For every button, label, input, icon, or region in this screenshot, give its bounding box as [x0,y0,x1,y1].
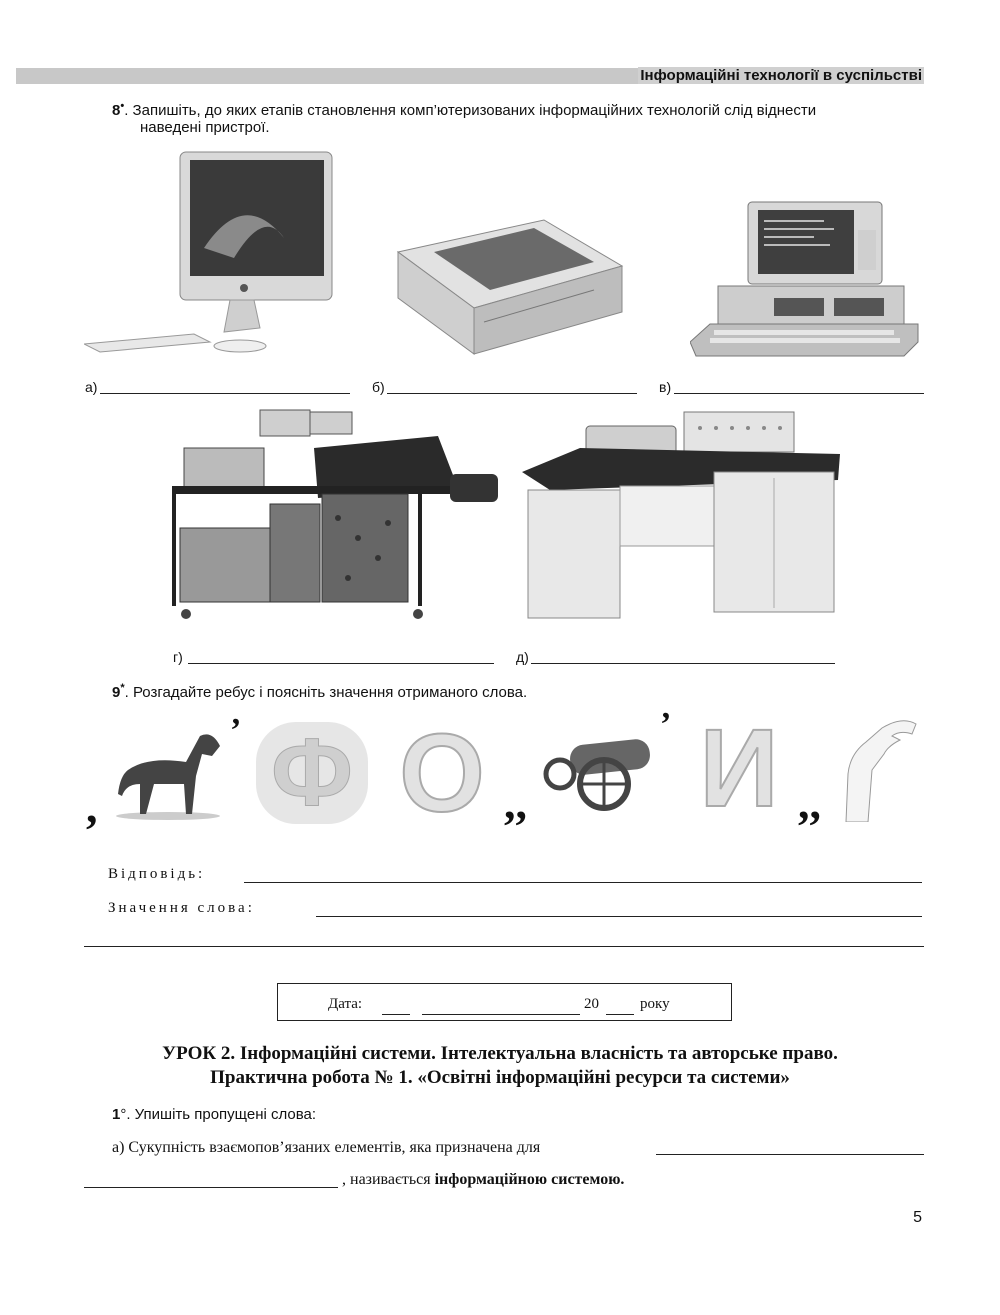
answer-b-line[interactable] [387,393,637,394]
date-year-suffix: року [640,996,670,1012]
date-year-line[interactable] [606,1014,634,1015]
answer-v-label: в) [659,379,672,395]
task-8-marker: • [120,100,125,112]
answer-label: Відповідь: [108,866,206,882]
task-1-number: 1 [112,1106,121,1123]
running-header-title: Інформаційні технології в суспільстві [640,67,922,84]
answer-a-line[interactable] [100,393,350,394]
task-1a-prefix: а) Сукупність взаємопов’язаних елементів, яка призначена для [112,1139,541,1156]
hand-pinch-image [842,714,922,822]
lesson-title-line1: УРОК 2. Інформаційні системи. Інтелектуальна власність та авторське право. [162,1043,838,1064]
rebus-letter-o: О [399,712,485,835]
mainframe-console-image [520,408,842,630]
rebus-comma-1: , [86,781,98,832]
task-1a-suffix-bold: інформаційною системою. [434,1171,625,1188]
meaning-line-1[interactable] [316,916,922,917]
task-1 [112,1104,316,1125]
task-8-text-line1: Запишіть, до яких етапів становлення комп’ютеризованих інформаційних технологій слід віднести [132,102,817,119]
meaning-line-2[interactable] [84,946,924,947]
answer-d-line[interactable] [531,663,835,664]
rebus-comma-3: ,, [798,777,821,828]
task-1-text: . Упишіть пропущені слова: [126,1106,317,1123]
date-label: Дата: [328,996,363,1012]
rebus-letter-f: Ф [256,722,368,824]
rebus-apostrophe-2: ’ [660,706,672,743]
rebus-letter-i: И [699,707,779,830]
answer-g-line[interactable] [188,663,494,664]
task-1a-suffix [342,1171,624,1189]
task-9-text: . Розгадайте ребус і поясніть значення отриманого слова. [124,684,528,701]
rebus-comma-2: ,, [504,777,527,828]
task-9-number: 9 [112,684,121,701]
answer-d-label: д) [516,649,529,665]
page-number: 5 [913,1209,922,1226]
task-1-marker: ° [120,1106,127,1123]
task-1a-suffix-plain: , називається [342,1171,435,1188]
task-8-number: 8 [112,102,121,119]
answer-v-line[interactable] [674,393,924,394]
imac-image [84,148,340,356]
date-month-line[interactable] [422,1014,580,1015]
dot-matrix-printer-image [394,212,626,358]
task-8-text-line2: наведені пристрої. [140,119,270,136]
task-8: 8•. Запишіть, до яких етапів становлення комп’ютеризованих інформаційних технологій слід віднести [112,100,817,119]
date-box [277,983,732,1021]
answer-line[interactable] [244,882,922,883]
answer-g-label: г) [173,649,183,665]
answer-a-label: а) [85,379,98,395]
lesson-title-line2: Практична робота № 1. «Освітні інформаційні ресурси та системи» [210,1067,790,1088]
task-9 [112,678,527,703]
answer-b-label: б) [372,379,385,395]
task-1a-line-1[interactable] [656,1154,924,1155]
date-year-prefix: 20 [584,996,599,1012]
meaning-label: Значення слова: [108,900,255,916]
date-day-line[interactable] [382,1014,410,1015]
rebus-apostrophe-1: ’ [230,712,242,749]
cannon-image [540,728,658,814]
early-computer-rack-image [168,408,500,622]
task-9-marker: * [120,682,125,694]
ibm-pc-image [690,200,920,358]
horse-image [108,726,230,822]
task-1a-line-2[interactable] [84,1187,338,1188]
